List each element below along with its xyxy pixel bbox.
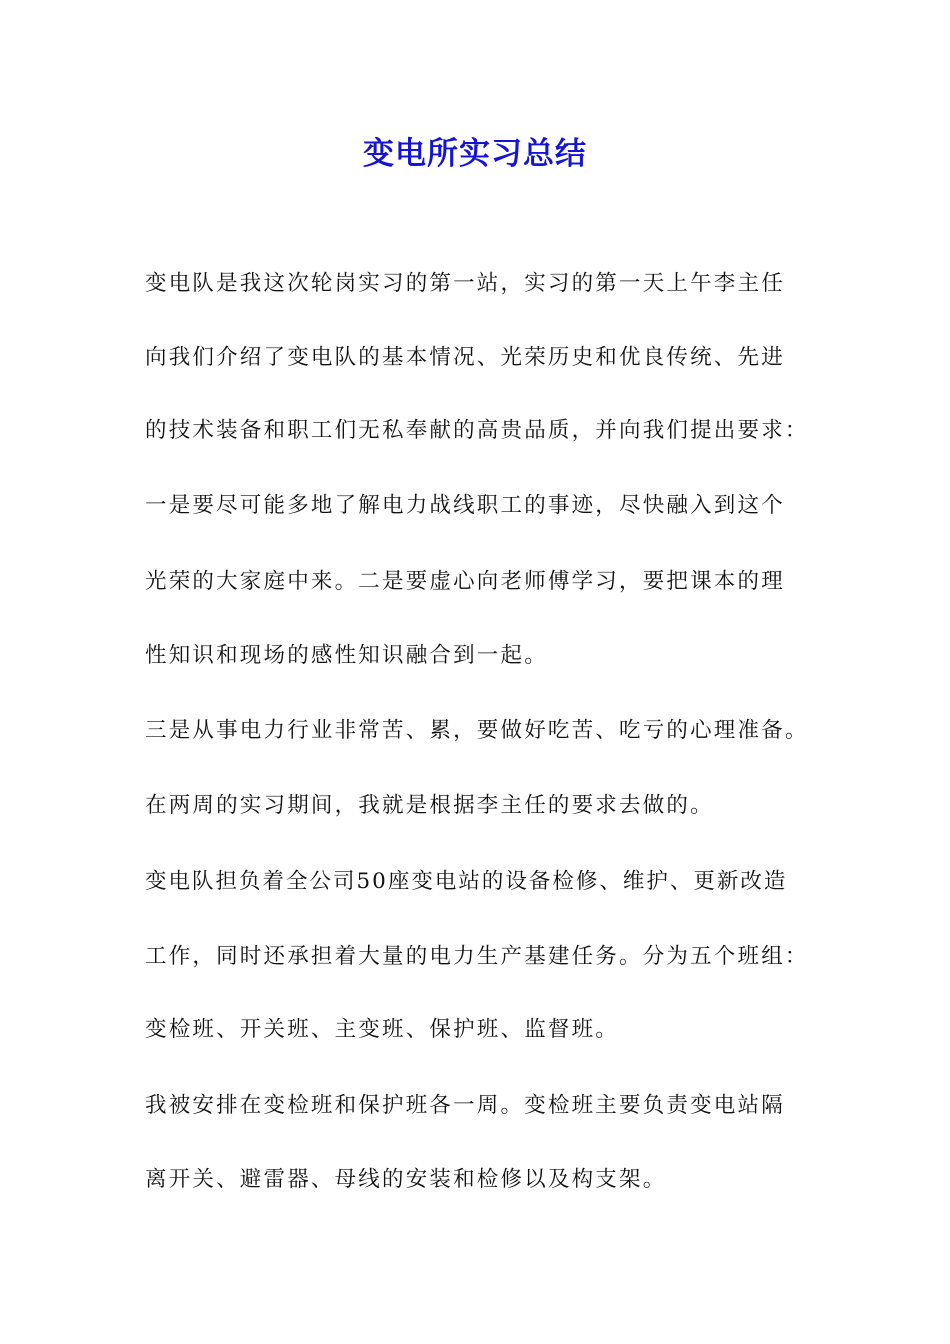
body-line-11: 变检班、开关班、主变班、保护班、监督班。 bbox=[145, 1017, 620, 1042]
body-line-1: 变电队是我这次轮岗实习的第一站，实习的第一天上午李主任 bbox=[145, 271, 785, 296]
body-line-10: 工作，同时还承担着大量的电力生产基建任务。分为五个班组： bbox=[145, 944, 809, 969]
body-line-9: 变电队担负着全公司50座变电站的设备检修、维护、更新改造 bbox=[145, 869, 788, 894]
body-line-12: 我被安排在变检班和保护班各一周。变检班主要负责变电站隔 bbox=[145, 1093, 785, 1118]
body-line-13: 离开关、避雷器、母线的安装和检修以及构支架。 bbox=[145, 1167, 667, 1192]
body-line-3: 的技术装备和职工们无私奉献的高贵品质，并向我们提出要求： bbox=[145, 418, 809, 443]
body-line-4: 一是要尽可能多地了解电力战线职工的事迹，尽快融入到这个 bbox=[145, 493, 785, 518]
document-title: 变电所实习总结 bbox=[363, 136, 587, 172]
body-line-6: 性知识和现场的感性知识融合到一起。 bbox=[145, 643, 548, 668]
body-line-7: 三是从事电力行业非常苦、累，要做好吃苦、吃亏的心理准备。 bbox=[145, 718, 809, 743]
body-line-8: 在两周的实习期间，我就是根据李主任的要求去做的。 bbox=[145, 793, 714, 818]
body-line-5: 光荣的大家庭中来。二是要虚心向老师傅学习，要把课本的理 bbox=[145, 569, 785, 594]
body-line-2: 向我们介绍了变电队的基本情况、光荣历史和优良传统、先进 bbox=[145, 345, 785, 370]
